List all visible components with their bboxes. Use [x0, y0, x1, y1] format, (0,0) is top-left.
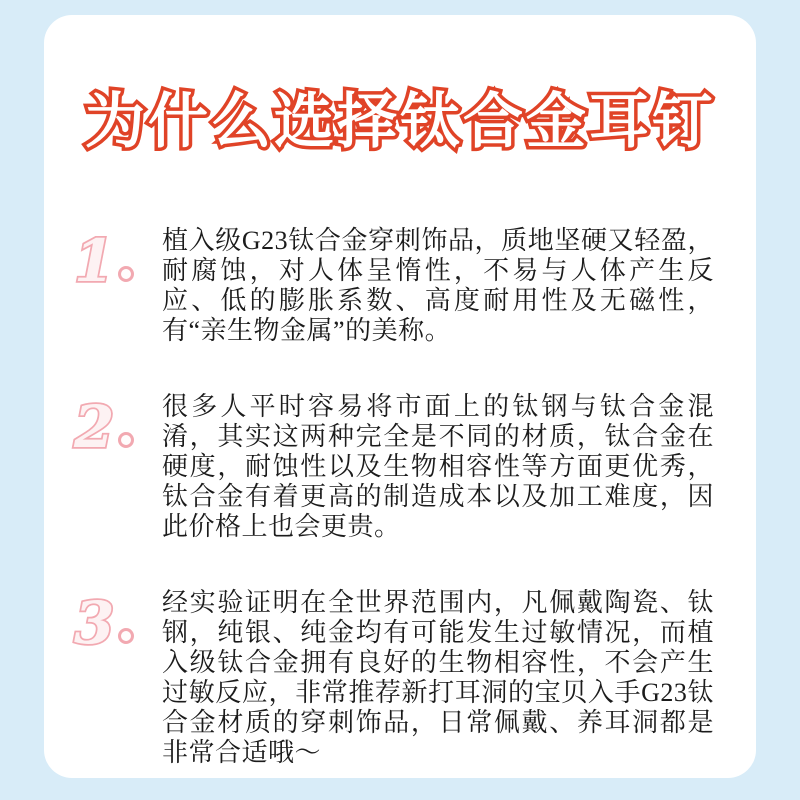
item-number: 3 — [74, 589, 115, 657]
benefit-item-1 — [74, 226, 756, 346]
ideographic-period-icon — [118, 266, 134, 282]
benefit-item-2 — [74, 392, 756, 542]
item-text: 很多人平时容易将市面上的钛钢与钛合金混淆，其实这两种完全是不同的材质，钛合金在硬度，耐蚀性以及生物相容性等方面更优秀，钛合金有着更高的制造成本以及加工难度，因此价格上也会更贵。 — [162, 392, 714, 541]
item-text: 植入级G23钛合金穿刺饰品，质地坚硬又轻盈，耐腐蚀，对人体呈惰性，不易与人体产生反应、低的膨胀系数、高度耐用性及无磁性，有“亲生物金属”的美称。 — [162, 226, 714, 345]
item-number: 1 — [74, 227, 115, 295]
ideographic-period-icon — [118, 628, 134, 644]
benefit-list — [44, 226, 756, 768]
benefit-item-3 — [74, 588, 756, 768]
item-text: 经实验证明在全世界范围内，凡佩戴陶瓷、钛钢，纯银、纯金均有可能发生过敏情况，而植入级钛合金拥有良好的生物相容性，不会产生过敏反应，非常推荐新打耳洞的宝贝入手G23钛合金材质的穿刺饰品，日常佩戴、养耳洞都是非常合适哦～ — [162, 588, 714, 767]
ideographic-period-icon — [118, 432, 134, 448]
item-number-block — [74, 226, 162, 295]
item-number-block — [74, 392, 162, 461]
content-card — [44, 15, 756, 778]
item-number-block — [74, 588, 162, 657]
item-number: 2 — [74, 393, 115, 461]
page-title: 为什么选择钛合金耳钉 — [85, 87, 715, 157]
